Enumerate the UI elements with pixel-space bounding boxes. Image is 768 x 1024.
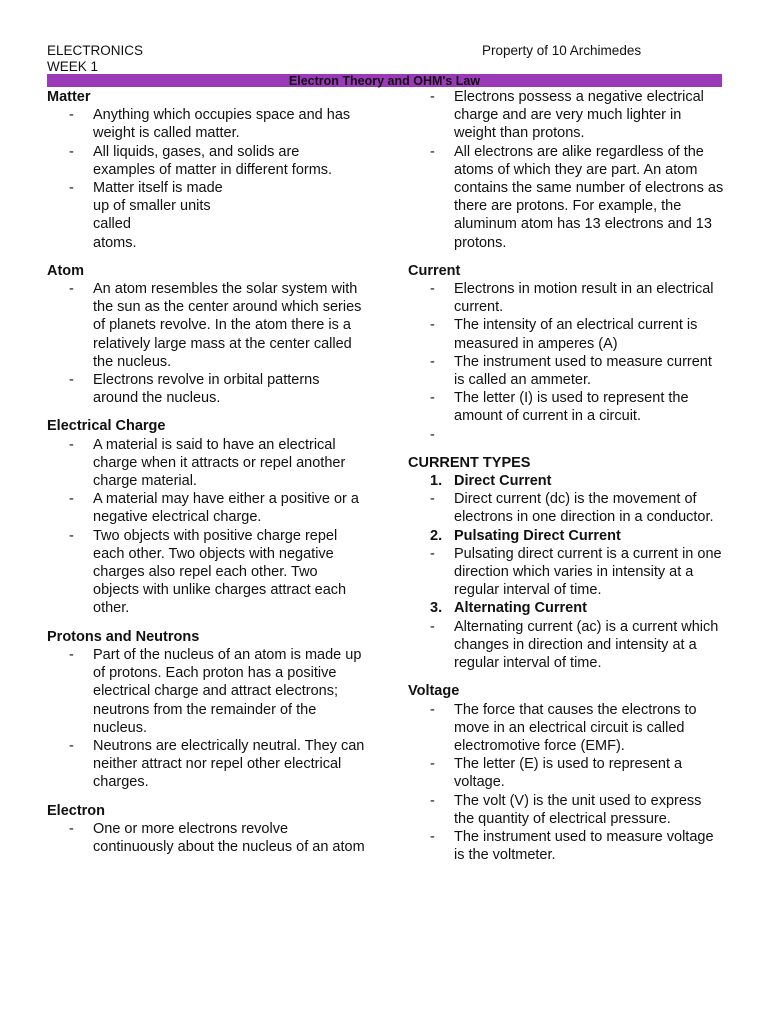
list-item: - The instrument used to measure current is called an ammeter. bbox=[408, 353, 724, 389]
list-item: - The letter (I) is used to represent the amount of current in a circuit. bbox=[408, 389, 724, 425]
voltage-list bbox=[408, 701, 724, 865]
list-item: - The letter (E) is used to represent a voltage. bbox=[408, 755, 724, 791]
number-label: 1. bbox=[430, 473, 443, 490]
protons-list bbox=[47, 646, 365, 792]
current-list bbox=[408, 280, 724, 444]
right-column bbox=[408, 88, 724, 864]
atom-list bbox=[47, 280, 365, 407]
matter-heading: Matter bbox=[47, 89, 91, 105]
alternating-current-list bbox=[408, 618, 724, 673]
week-label: WEEK 1 bbox=[47, 59, 99, 74]
list-item: - A material is said to have an electrical charge when it attracts or repel another charge material. bbox=[47, 436, 365, 491]
list-item: - All liquids, gases, and solids are examples of matter in different forms. bbox=[47, 143, 365, 179]
list-item: - Two objects with positive charge repel each other. Two objects with negative charges also repel each other. Two objects with unlike charges attract each other. bbox=[47, 527, 365, 618]
atom-heading: Atom bbox=[47, 262, 85, 279]
list-item: - Alternating current (ac) is a current which changes in direction and intensity at a regular interval of time. bbox=[408, 618, 724, 673]
electron-heading: Electron bbox=[47, 802, 106, 819]
number-label: 3. bbox=[430, 600, 443, 617]
list-item: - A material may have either a positive or a negative electrical charge. bbox=[47, 490, 365, 526]
list-item: - The force that causes the electrons to move in an electrical circuit is called electromotive force (EMF). bbox=[408, 701, 724, 756]
pulsating-current-title: Pulsating Direct Current bbox=[454, 527, 621, 544]
subject-label: ELECTRONICS bbox=[47, 43, 144, 58]
protons-heading: Protons and Neutrons bbox=[47, 628, 200, 645]
list-item: - The volt (V) is the unit used to express the quantity of electrical pressure. bbox=[408, 792, 724, 828]
numbered-title bbox=[408, 527, 724, 545]
list-item: - All electrons are alike regardless of the atoms of which they are part. An atom contains the same number of electrons as there are protons. For example, the aluminum atom has 13 electrons and 13 protons. bbox=[408, 143, 724, 252]
current-heading: Current bbox=[408, 262, 461, 279]
current-types-heading: CURRENT TYPES bbox=[408, 454, 531, 471]
list-item: - Part of the nucleus of an atom is made up of protons. Each proton has a positive electrical charge and attract electrons; neutrons from the remainder of the nucleus. bbox=[47, 646, 365, 737]
pulsating-current-list bbox=[408, 545, 724, 600]
pulsating-current-entry bbox=[408, 527, 724, 545]
numbered-title bbox=[408, 599, 724, 617]
list-item: - Electrons in motion result in an electrical current. bbox=[408, 280, 724, 316]
direct-current-list bbox=[408, 490, 724, 526]
list-item: - Matter itself is made up of smaller units called bbox=[47, 179, 365, 234]
alternating-current-entry bbox=[408, 599, 724, 617]
left-column bbox=[47, 88, 365, 856]
alternating-current-title: Alternating Current bbox=[454, 600, 587, 617]
direct-current-title: Direct Current bbox=[454, 473, 552, 490]
voltage-heading: Voltage bbox=[408, 683, 460, 700]
list-item: - Pulsating direct current is a current in one direction which varies in intensity at a regular interval of time. bbox=[408, 545, 724, 600]
list-item: - The intensity of an electrical current is measured in amperes (A) bbox=[408, 316, 724, 352]
electron-cont-list bbox=[408, 88, 724, 252]
owner-label: Property of 10 Archimedes bbox=[482, 43, 642, 58]
list-item-continuation: atoms. bbox=[93, 234, 137, 251]
list-item: - Anything which occupies space and has weight is called matter. bbox=[47, 106, 365, 142]
list-item: - An atom resembles the solar system with the sun as the center around which series of planets revolve. In the atom there is a relatively large mass at the center called the nucleus. bbox=[47, 280, 365, 371]
charge-heading: Electrical Charge bbox=[47, 418, 166, 435]
list-item-empty bbox=[408, 426, 724, 444]
matter-list bbox=[47, 106, 365, 252]
header-left bbox=[47, 43, 143, 75]
numbered-title bbox=[408, 472, 724, 490]
list-item: - The instrument used to measure voltage is the voltmeter. bbox=[408, 828, 724, 864]
list-item: - One or more electrons revolve continuously about the nucleus of an atom bbox=[47, 820, 365, 856]
electron-list bbox=[47, 820, 365, 856]
list-item: - Electrons revolve in orbital patterns around the nucleus. bbox=[47, 371, 365, 407]
list-item: - Neutrons are electrically neutral. They can neither attract nor repel other electrical charges. bbox=[47, 737, 365, 792]
number-label: 2. bbox=[430, 527, 443, 544]
list-item: - Electrons possess a negative electrical charge and are very much lighter in weight than protons. bbox=[408, 88, 724, 143]
charge-list bbox=[47, 436, 365, 618]
direct-current-entry bbox=[408, 472, 724, 490]
list-item: - Direct current (dc) is the movement of electrons in one direction in a conductor. bbox=[408, 490, 724, 526]
title-banner: Electron Theory and OHM's Law bbox=[47, 74, 722, 87]
